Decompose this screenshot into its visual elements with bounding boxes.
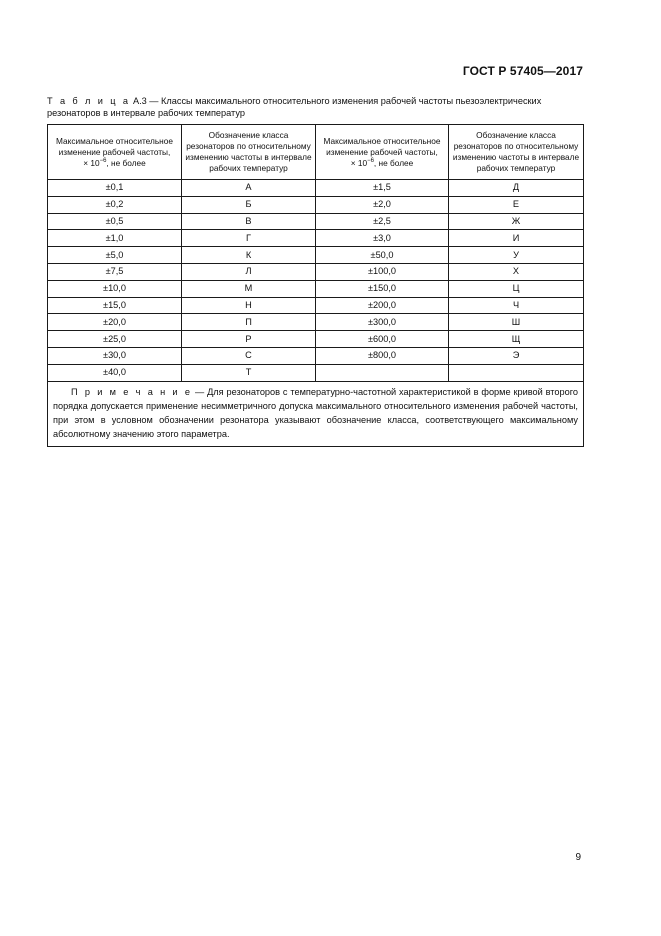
- table-cell: ±3,0: [316, 230, 449, 247]
- table-cell: Щ: [449, 331, 584, 348]
- table-note: [48, 381, 584, 446]
- table-cell: ±150,0: [316, 280, 449, 297]
- table-row: [48, 347, 584, 364]
- table-cell: ±600,0: [316, 331, 449, 348]
- table-cell: ±0,1: [48, 180, 182, 197]
- table-cell: Н: [182, 297, 316, 314]
- table-cell: ±50,0: [316, 247, 449, 264]
- note-text: — Для резонаторов с температурно-частотной характеристикой в форме кривой второго порядка допускается применение несимметричного допуска максимального относительного изменения рабочей частоты, при этом в условном обозначении резонатора указывают обозначение класса, соответствующего максимальному абсолютному значению этого параметра.: [53, 386, 578, 439]
- table-cell: М: [182, 280, 316, 297]
- table-cell: У: [449, 247, 584, 264]
- table-cell: ±300,0: [316, 314, 449, 331]
- table-cell: [449, 364, 584, 381]
- table-cell: Ш: [449, 314, 584, 331]
- table-header-row: [48, 125, 584, 180]
- table-cell: Ч: [449, 297, 584, 314]
- table-cell: А: [182, 180, 316, 197]
- table-cell: ±15,0: [48, 297, 182, 314]
- table-cell: ±30,0: [48, 347, 182, 364]
- header-class: Обозначение класса резонаторов по относительному изменению частоты в интервале рабочих температур: [182, 125, 316, 180]
- table-row: [48, 196, 584, 213]
- note-label: П р и м е ч а н и е: [71, 386, 193, 397]
- table-cell: ±25,0: [48, 331, 182, 348]
- table-row: [48, 263, 584, 280]
- page-number: 9: [575, 852, 581, 863]
- table-row: [48, 331, 584, 348]
- header-max-change-2: Максимальное относительное изменение рабочей частоты, × $10^{-6}$, не более: [316, 125, 449, 180]
- table-cell: С: [182, 347, 316, 364]
- table-cell: Х: [449, 263, 584, 280]
- table-cell: Р: [182, 331, 316, 348]
- table-cell: Т: [182, 364, 316, 381]
- table-cell: Ц: [449, 280, 584, 297]
- table-cell: Д: [449, 180, 584, 197]
- table-row: [48, 364, 584, 381]
- table-cell: ±100,0: [316, 263, 449, 280]
- table-cell: ±1,5: [316, 180, 449, 197]
- standard-designation: ГОСТ Р 57405—2017: [462, 64, 583, 78]
- table-row: [48, 297, 584, 314]
- table-cell: В: [182, 213, 316, 230]
- table-cell: ±2,0: [316, 196, 449, 213]
- table-cell: ±0,2: [48, 196, 182, 213]
- table-row: [48, 180, 584, 197]
- table-cell: Э: [449, 347, 584, 364]
- table-cell: Л: [182, 263, 316, 280]
- table-cell: ±5,0: [48, 247, 182, 264]
- table-cell: ±2,5: [316, 213, 449, 230]
- table-caption: [47, 95, 583, 119]
- header-class-2: Обозначение класса резонаторов по относительному изменению частоты в интервале рабочих температур: [449, 125, 584, 180]
- table-cell: ±200,0: [316, 297, 449, 314]
- table-note-row: [48, 381, 584, 446]
- table-cell: ±800,0: [316, 347, 449, 364]
- table-row: [48, 230, 584, 247]
- table-cell: И: [449, 230, 584, 247]
- table-row: [48, 213, 584, 230]
- header-max-change: Максимальное относительное изменение рабочей частоты, × $10^{-6}$, не более: [48, 125, 182, 180]
- table-row: [48, 314, 584, 331]
- table-row: [48, 247, 584, 264]
- table-cell: ±7,5: [48, 263, 182, 280]
- table-cell: ±10,0: [48, 280, 182, 297]
- table-cell: [316, 364, 449, 381]
- table-cell: ±40,0: [48, 364, 182, 381]
- table-cell: Е: [449, 196, 584, 213]
- table-body: [48, 180, 584, 447]
- caption-number: А.3: [132, 96, 147, 106]
- caption-text: — Классы максимального относительного изменения рабочей частоты пьезоэлектрических резонаторов в интервале рабочих температур: [47, 96, 542, 118]
- table-cell: Ж: [449, 213, 584, 230]
- table-cell: Б: [182, 196, 316, 213]
- table-row: [48, 280, 584, 297]
- caption-label: Т а б л и ц а: [47, 96, 131, 106]
- table-cell: ±20,0: [48, 314, 182, 331]
- table-cell: ±0,5: [48, 213, 182, 230]
- frequency-class-table: [47, 124, 584, 447]
- table-cell: Г: [182, 230, 316, 247]
- table-cell: К: [182, 247, 316, 264]
- table-cell: П: [182, 314, 316, 331]
- table-cell: ±1,0: [48, 230, 182, 247]
